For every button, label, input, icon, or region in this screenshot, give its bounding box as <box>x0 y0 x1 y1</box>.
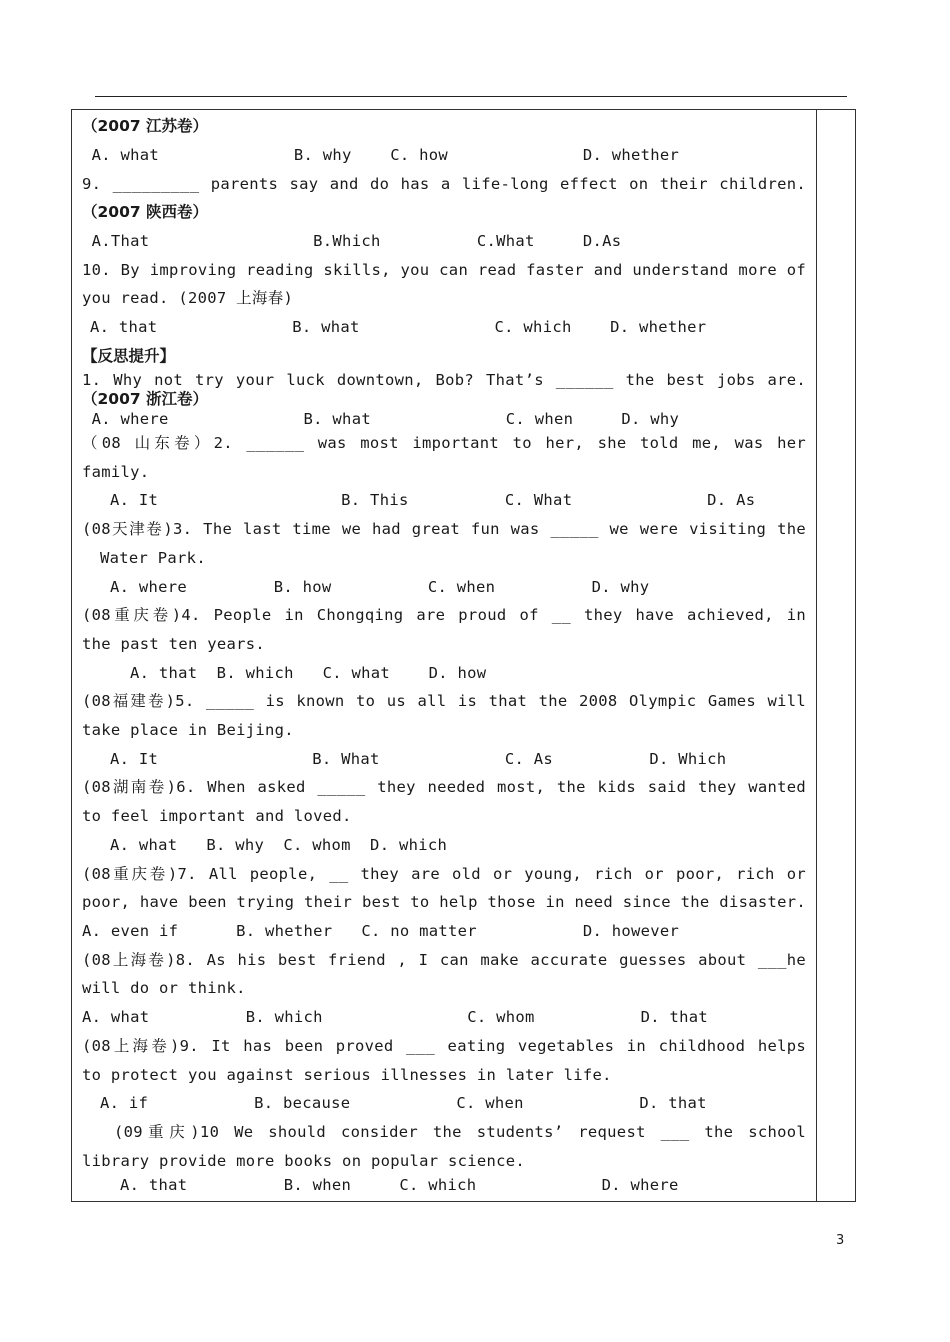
text-line: （2007 江苏卷） <box>82 117 209 135</box>
text-line: A. that B. when C. which D. where <box>120 1176 679 1194</box>
text-line: (08重庆卷)4. People in Chongqing are proud of __ they have achieved, in <box>82 606 806 624</box>
text-line: A. what B. why C. how D. whether <box>82 146 680 164</box>
text-line: 1. Why not try your luck downtown, Bob? That’s ______ the best jobs are. <box>82 371 806 389</box>
text-line: the past ten years. <box>82 635 266 653</box>
text-line: A. It B. This C. What D. As <box>110 491 756 509</box>
text-line: (09重庆)10 We should consider the students’ request ___ the school <box>114 1123 806 1141</box>
header-rule <box>95 96 847 97</box>
text-line: take place in Beijing. <box>82 721 294 739</box>
text-line: A. where B. how C. when D. why <box>110 578 650 596</box>
text-line: library provide more books on popular science. <box>82 1152 526 1170</box>
text-line: A. what B. which C. whom D. that <box>82 1008 709 1026</box>
text-line: （2007 浙江卷） <box>82 390 209 408</box>
text-line: A. It B. What C. As D. Which <box>110 750 727 768</box>
table-side-column <box>816 109 817 1202</box>
text-line: will do or think. <box>82 979 246 997</box>
text-line: (08上海卷)9. It has been proved ___ eating vegetables in childhood helps <box>82 1037 806 1055</box>
text-line: to feel important and loved. <box>82 807 352 825</box>
text-line: to protect you against serious illnesses in later life. <box>82 1066 612 1084</box>
text-line: Water Park. <box>100 549 206 567</box>
text-line: A.That B.Which C.What D.As <box>82 232 622 250</box>
text-line: A. even if B. whether C. no matter D. however <box>82 922 680 940</box>
text-line: （08 山东卷）2. ______ was most important to her, she told me, was her <box>82 434 806 452</box>
text-line: family. <box>82 463 150 481</box>
text-line: A. that B. what C. which D. whether <box>90 318 707 336</box>
text-line: 10. By improving reading skills, you can read faster and understand more of <box>82 261 806 279</box>
text-line: (08湖南卷)6. When asked _____ they needed most, the kids said they wanted <box>82 778 806 796</box>
text-line: 9. _________ parents say and do has a life-long effect on their children. <box>82 175 806 193</box>
text-line: (08天津卷)3. The last time we had great fun was _____ we were visiting the <box>82 520 806 538</box>
text-line: (08上海卷)8. As his best friend , I can make accurate guesses about ___he <box>82 951 806 969</box>
text-line: (08福建卷)5. _____ is known to us all is that the 2008 Olympic Games will <box>82 692 806 710</box>
text-line: (08重庆卷)7. All people, __ they are old or young, rich or poor, rich or <box>82 865 806 883</box>
text-line: A. where B. what C. when D. why <box>82 410 680 428</box>
text-line: A. what B. why C. whom D. which <box>110 836 448 854</box>
text-line: 【反思提升】 <box>82 347 176 365</box>
text-line: you read. (2007 上海春) <box>82 289 294 307</box>
text-line: poor, have been trying their best to help those in need since the disaster. <box>82 893 806 911</box>
text-line: （2007 陕西卷） <box>82 203 209 221</box>
text-line: A. if B. because C. when D. that <box>100 1094 707 1112</box>
text-line: A. that B. which C. what D. how <box>130 664 487 682</box>
page-number: 3 <box>836 1233 845 1248</box>
